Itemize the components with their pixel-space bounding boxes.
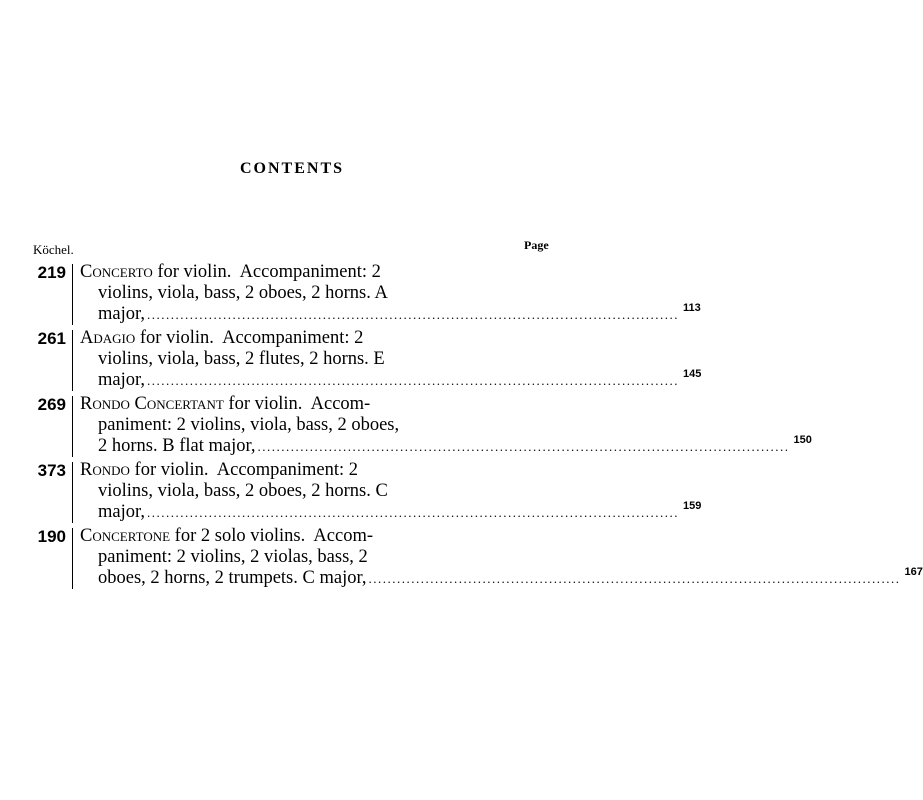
contents-entry	[32, 526, 923, 589]
entry-last-line	[80, 368, 702, 391]
contents-entry	[32, 460, 702, 523]
entry-description	[80, 460, 702, 523]
entry-line-text: oboes, 2 horns, 2 trumpets. C major,	[98, 568, 367, 588]
entry-line-text: for 2 solo violins. Accom-	[170, 526, 374, 546]
entry-title-initial: C	[134, 394, 147, 414]
page-number: 159	[683, 500, 702, 512]
page-number: 113	[683, 302, 701, 314]
dot-leader: ................................................................................................................	[257, 439, 790, 454]
entry-description	[80, 262, 701, 325]
entry-line	[80, 526, 528, 547]
page-number: 167	[904, 566, 923, 578]
kochel-number: 269	[37, 395, 66, 414]
kochel-column-header: Köchel.	[33, 242, 74, 257]
dot-leader: ................................................................................................................	[368, 571, 901, 586]
entry-last-line	[80, 500, 702, 523]
entry-title-initial: R	[80, 394, 93, 414]
entry-title-initial: R	[80, 460, 93, 480]
entry-title-rest: oncerto	[92, 262, 153, 282]
entry-title-rest: ondo	[92, 394, 130, 414]
entry-last-line	[80, 566, 923, 589]
entry-last-line	[80, 302, 701, 325]
entry-line-text: for violin. Accompaniment: 2	[129, 460, 359, 480]
entry-divider	[72, 396, 73, 457]
page-title: CONTENTS	[239, 160, 345, 177]
entry-line: paniment: 2 violins, viola, bass, 2 oboes,	[98, 415, 400, 435]
page-number: 150	[793, 434, 812, 446]
contents-list	[32, 262, 923, 592]
entry-title-initial: A	[80, 328, 94, 348]
entry-line-text: major,	[98, 304, 146, 324]
entry-divider	[72, 462, 73, 523]
contents-entry	[32, 328, 702, 391]
entry-title-rest: dagio	[93, 328, 136, 348]
entry-divider	[72, 528, 73, 589]
entry-last-line	[80, 434, 812, 457]
entry-line	[80, 460, 528, 481]
entry-line: violins, viola, bass, 2 flutes, 2 horns. E	[98, 349, 385, 369]
contents-entry	[32, 394, 812, 457]
entry-line	[80, 262, 528, 283]
entry-line-text: for violin. Accompaniment: 2	[135, 328, 364, 348]
entry-line-text: major,	[98, 370, 146, 390]
entry-line: violins, viola, bass, 2 oboes, 2 horns. C	[98, 481, 388, 501]
contents-entry	[32, 262, 701, 325]
entry-line-text: 2 horns. B flat major,	[98, 436, 256, 456]
entry-divider	[72, 330, 73, 391]
entry-title-initial: C	[80, 526, 93, 546]
kochel-number: 190	[37, 527, 66, 546]
kochel-number: 219	[37, 263, 66, 282]
entry-title-rest: oncertone	[92, 526, 171, 546]
entry-line-text: for violin. Accom-	[223, 394, 371, 414]
entry-line: violins, viola, bass, 2 oboes, 2 horns. A	[98, 283, 388, 303]
entry-divider	[72, 264, 73, 325]
entry-line-text: major,	[98, 502, 146, 522]
dot-leader: ................................................................................................................	[147, 505, 680, 520]
entry-title-initial: C	[80, 262, 93, 282]
page-column-header: Page	[524, 238, 549, 252]
entry-line: paniment: 2 violins, 2 violas, bass, 2	[98, 547, 368, 567]
entry-line-text: for violin. Accompaniment: 2	[152, 262, 381, 282]
entry-description	[80, 526, 923, 589]
entry-description	[80, 394, 812, 457]
kochel-number: 261	[37, 329, 66, 348]
dot-leader: ................................................................................................................	[147, 373, 680, 388]
kochel-number: 373	[37, 461, 66, 480]
entry-description	[80, 328, 702, 391]
dot-leader: ................................................................................................................	[147, 307, 680, 322]
entry-line	[80, 394, 528, 415]
entry-title-rest: oncertant	[146, 394, 224, 414]
entry-title-rest: ondo	[92, 460, 130, 480]
entry-line	[80, 328, 528, 349]
page-number: 145	[683, 368, 702, 380]
